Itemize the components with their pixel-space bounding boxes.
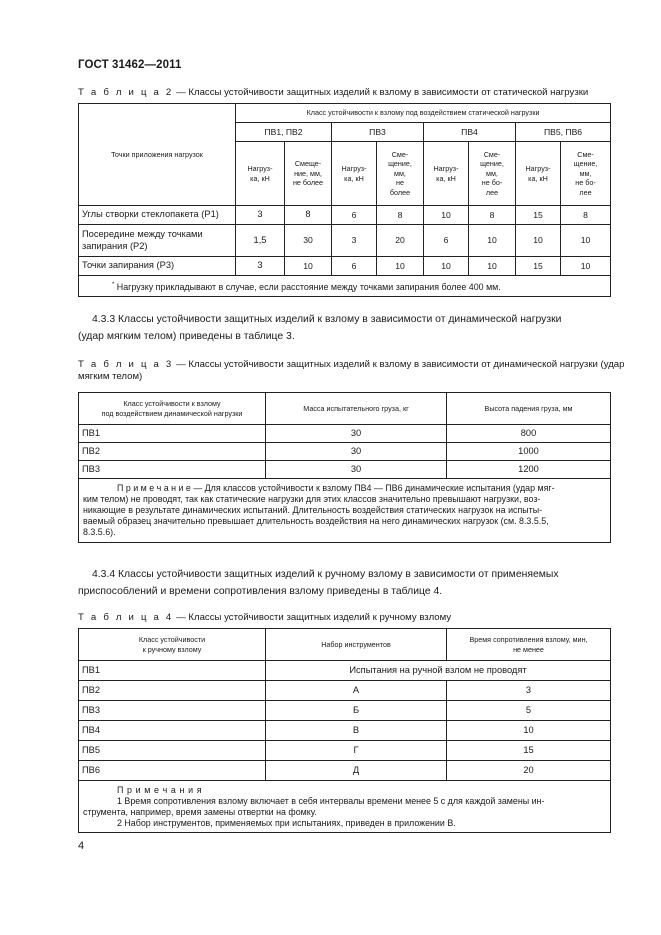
table4-notes: П р и м е ч а н и я 1 Время сопротивления взлому включает в себя интервалы времени менее 5 с для каждой замены ин- струмента, например, время замены отвертки на фомку. 2 Набор инструментов, применяемых при испытаниях, приведен в приложении В. [79,781,611,833]
table2-class-pv1-pv2: ПВ1, ПВ2 [236,123,332,142]
table3-header-height: Высота падения груза, мм [447,393,611,425]
table-cell: 3 [332,225,377,257]
table-cell: 10 [469,225,516,257]
table-cell: ПВ5 [79,741,266,761]
table-cell: Б [266,701,447,721]
table-cell: 10 [447,721,611,741]
table2-class-pv3: ПВ3 [332,123,424,142]
table-cell: 3 [236,257,285,276]
table-cell: 10 [285,257,332,276]
table2-subheader-displacement: Смеще- ние, мм, не более [285,142,332,206]
table-cell: Д [266,761,447,781]
table-cell: ПВ1 [79,425,266,443]
table2-caption [78,87,588,99]
table-cell: 1,5 [236,225,285,257]
paragraph-4-3-3: 4.3.3 Классы устойчивости защитных изделий к взлому в зависимости от динамической нагрузки (удар мягким телом) приведены в таблице 3. [78,314,562,342]
table-cell: 6 [424,225,469,257]
table2-class-pv4: ПВ4 [424,123,516,142]
table2-footnote: * Нагрузку прикладывают в случае, если расстояние между точками запирания более 400 мм. [79,276,611,297]
table-cell: ПВ2 [79,443,266,461]
table3-caption: Т а б л и ц а 3 — Классы устойчивости защитных изделий к взлому в зависимости от динамической нагрузки (удар мягким телом) [78,359,625,382]
table2-group-header: Класс устойчивости к взлому под воздействием статической нагрузки [236,104,611,123]
table-cell: 15 [447,741,611,761]
table2-subheader-load: Нагруз- ка, кН [236,142,285,206]
table-cell: 6 [332,257,377,276]
table-cell: ПВ6 [79,761,266,781]
table-cell: 800 [447,425,611,443]
table-row [79,761,611,781]
table-cell: 30 [266,461,447,479]
table-3 [78,392,611,543]
table3-note: П р и м е ч а н и е — Для классов устойчивости к взлому ПВ4 — ПВ6 динамические испытания (удар мяг- ким телом) не проводят, так как статические нагрузки для этих классов значительно превышают нагрузки, воз- никающие в результате динамических испытаний. Длительность воздействия статических нагрузок на испыты- ваемый образец значительно превышает длительность воздействия на него динамических нагрузок (см. 8.3.5.5, 8.3.5.6). [79,479,611,543]
table-cell: ПВ4 [79,721,266,741]
table-cell: Г [266,741,447,761]
table-cell: 6 [332,206,377,225]
table2-caption-prefix: Т а б л и ц а 2 [78,87,174,98]
table-cell: 10 [424,257,469,276]
table-cell: 1200 [447,461,611,479]
table4-header-tools: Набор инструментов [266,629,447,661]
document-header: ГОСТ 31462—2011 [78,59,182,71]
table2-subheader-displacement: Сме- щение, мм, не бо- лее [561,142,611,206]
table-cell: 15 [516,206,561,225]
table-cell: 20 [447,761,611,781]
table-cell: 15 [516,257,561,276]
table2-point-label: Точки запирания (Р3) [79,257,236,276]
table4-merged-cell: Испытания на ручной взлом не проводят [266,661,611,681]
table-cell: ПВ3 [79,701,266,721]
table-cell: 3 [236,206,285,225]
table-cell: 1000 [447,443,611,461]
table-row [79,741,611,761]
table-row [79,721,611,741]
table3-header-class: Класс устойчивости к взлому под воздействием динамической нагрузки [79,393,266,425]
table-cell: 10 [516,225,561,257]
table-cell: 10 [561,225,611,257]
table-row [79,225,611,257]
table-cell: А [266,681,447,701]
table-row [79,461,611,479]
table-cell: 20 [377,225,424,257]
table-cell: 10 [377,257,424,276]
table-cell: 30 [266,425,447,443]
table2-header-points: Точки приложения нагрузок [79,104,236,206]
table-cell: 30 [285,225,332,257]
table-row [79,701,611,721]
table4-header-class: Класс устойчивости к ручному взлому [79,629,266,661]
table-cell: В [266,721,447,741]
table-cell: 5 [447,701,611,721]
table-cell: ПВ2 [79,681,266,701]
table-row [79,425,611,443]
table-cell: 8 [377,206,424,225]
table-cell: 8 [469,206,516,225]
table3-header-mass: Масса испытательного груза, кг [266,393,447,425]
table2-point-label: Углы створки стеклопакета (Р1) [79,206,236,225]
table-row [79,257,611,276]
table-row [79,443,611,461]
table4-header-time: Время сопротивления взлому, мин, не менее [447,629,611,661]
table-cell: 30 [266,443,447,461]
table-row [79,206,611,225]
table4-caption: Т а б л и ц а 4 — Классы устойчивости защитных изделий к ручному взлому [78,612,452,623]
table-cell: 8 [561,206,611,225]
table-cell: 10 [561,257,611,276]
paragraph-4-3-4: 4.3.4 Классы устойчивости защитных изделий к ручному взлому в зависимости от применяемых приспособлений и времени сопротивления взлому приведены в таблице 4. [78,569,559,597]
table2-subheader-displacement: Сме- щение, мм, не более [377,142,424,206]
table2-subheader-load: Нагруз- ка, кН [332,142,377,206]
table-cell: ПВ1 [79,661,266,681]
table-cell: 10 [424,206,469,225]
table-cell: 10 [469,257,516,276]
table2-subheader-load: Нагруз- ка, кН [424,142,469,206]
table2-point-label: Посередине между точками запирания (Р2) [79,225,236,257]
table2-class-pv5-pv6: ПВ5, ПВ6 [516,123,611,142]
table-row [79,681,611,701]
table2-subheader-displacement: Сме- щение, мм, не бо- лее [469,142,516,206]
table-cell: 3 [447,681,611,701]
table-cell: ПВ3 [79,461,266,479]
table-2 [78,103,611,297]
page-number: 4 [78,840,85,852]
table2-caption-text: — Классы устойчивости защитных изделий к взлому в зависимости от статической нагрузки [173,87,589,98]
table-cell: 8 [285,206,332,225]
table-4 [78,628,611,833]
table-row [79,661,611,681]
table2-subheader-load: Нагруз- ка, кН [516,142,561,206]
